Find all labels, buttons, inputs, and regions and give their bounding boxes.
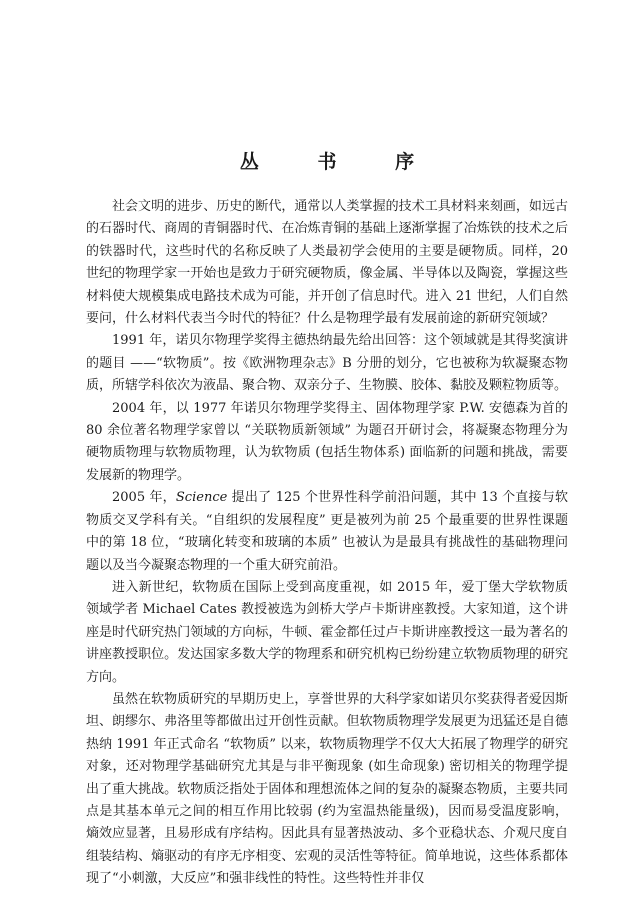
paragraph-4-rest: 提出了 125 个世界性科学前沿问题，其中 13 个直接与软物质交叉学科有关。“自组织的发展程度” 更是被列为前 25 个最重要的世界性课题中的第 18 位，“玻璃化转变和玻璃的本质” 也被认为是最具有挑战性的基础物理问题以及当今凝聚态物理的一个重大研究前沿。 bbox=[86, 490, 568, 573]
paragraph-1: 社会文明的进步、历史的断代，通常以人类掌握的技术工具材料来刻画，如远古的石器时代、商周的青铜器时代、在冶炼青铜的基础上逐渐掌握了冶炼铁的技术之后的铁器时代，这些时代的名称反映了人类最初学会使用的主要是硬物质。同样，20 世纪的物理学家一开始也是致力于研究硬物质，像金属、半导体以及陶瓷，掌握这些材料使大规模集成电路技术成为可能，并开创了信息时代。进入 21 世纪，人们自然要问，什么材料代表当今时代的特征？什么是物理学最有发展前途的新研究领域？ bbox=[86, 199, 568, 327]
paragraph-4 bbox=[86, 487, 568, 577]
page-title: 丛 书 序 bbox=[239, 151, 441, 173]
journal-name: Science bbox=[175, 490, 228, 506]
paragraph-2: 1991 年，诺贝尔物理学奖得主德热纳最先给出回答：这个领域就是其得奖演讲的题目 ——“软物质”。按《欧洲物理杂志》B 分册的划分，它也被称为软凝聚态物质，所辖学科依次为液晶、聚合物、双亲分子、生物膜、胶体、黏胶及颗粒物质等。 bbox=[86, 333, 568, 394]
paragraph-4-prefix: 2005 年， bbox=[112, 490, 176, 506]
paragraph-6: 虽然在软物质研究的早期历史上，享誉世界的大科学家如诺贝尔奖获得者爱因斯坦、朗缪尔、弗洛里等都做出过开创性贡献。但软物质物理学发展更为迅猛还是自德热纳 1991 年正式命名 “软物质” 以来，软物质物理学不仅大大拓展了物理学的研究对象，还对物理学基础研究尤其是与非平衡现象 (如生命现象) 密切相关的物理学提出了重大挑战。软物质泛指处于固体和理想流体之间的复杂的凝聚态物质，主要共同点是其基本单元之间的相互作用比较弱 (约为室温热能量级)，因而易受温度影响，熵效应显著，且易形成有序结构。因此具有显著热波动、多个亚稳状态、介观尺度自组装结构、熵驱动的有序无序相变、宏观的灵活性等特征。简单地说，这些体系都体现了“小刺激，大反应”和强非线性的特性。这些特性并非仅 bbox=[86, 691, 568, 887]
paragraph-3: 2004 年，以 1977 年诺贝尔物理学奖得主、固体物理学家 P.W. 安德森为首的 80 余位著名物理学家曾以 “关联物质新领域” 为题召开研讨会，将凝聚态物理分为硬物质物理与软物质物理，认为软物质 (包括生物体系) 面临新的问题和挑战，需要发展新的物理学。 bbox=[86, 400, 568, 483]
paragraph-5: 进入新世纪，软物质在国际上受到高度重视，如 2015 年，爱丁堡大学软物质领域学者 Michael Cates 教授被选为剑桥大学卢卡斯讲座教授。大家知道，这个讲座是时代研究热门领域的方向标，牛顿、霍金都任过卢卡斯讲座教授这一最为著名的讲座教授职位。发达国家多数大学的物理系和研究机构已纷纷建立软物质物理的研究方向。 bbox=[86, 579, 568, 685]
document-page bbox=[86, 150, 568, 891]
